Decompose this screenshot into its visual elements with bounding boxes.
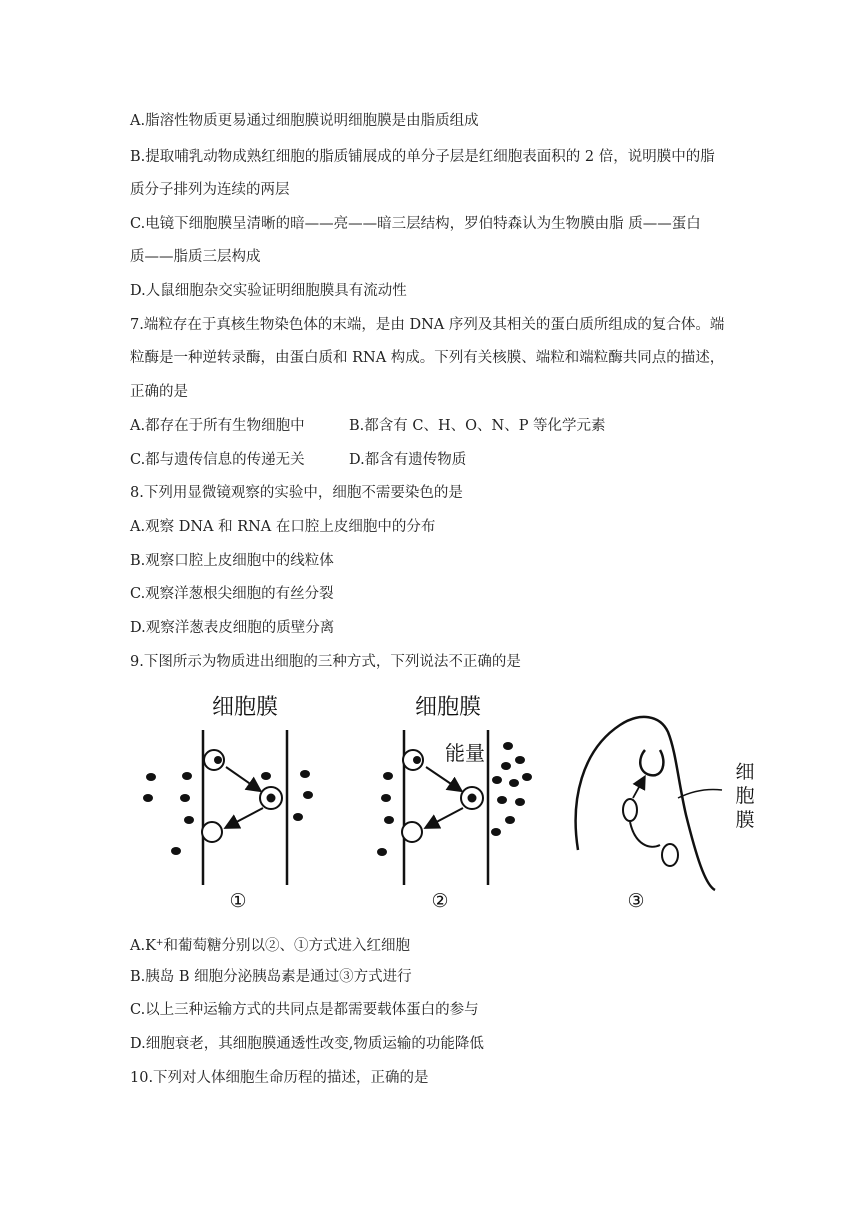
- panel-1-passive-carrier: [143, 695, 313, 912]
- panel-2-number: ②: [431, 890, 449, 912]
- panel-2-active-transport: [377, 695, 532, 912]
- q6-option-b-line2: 质分子排列为连续的两层: [130, 182, 290, 198]
- cell-membrane-curve: [576, 717, 715, 890]
- q7-option-a: A.都存在于所有生物细胞中: [130, 418, 305, 434]
- panel-3-exocytosis: [576, 717, 755, 912]
- q7-stem-line2: 粒酶是一种逆转录酶，由蛋白质和 RNA 构成。下列有关核膜、端粒和端粒酶共同点的描述，: [130, 350, 725, 366]
- q10-stem: 10.下列对人体细胞生命历程的描述，正确的是: [130, 1070, 429, 1086]
- q9-option-a: [130, 933, 410, 956]
- solute-dot: [267, 794, 276, 803]
- q9-option-d: D.细胞衰老，其细胞膜通透性改变,物质运输的功能降低: [130, 1036, 484, 1052]
- vesicle: [662, 844, 678, 866]
- carrier-protein: [202, 822, 222, 842]
- membrane-label-char-3: 膜: [735, 809, 755, 831]
- panel-1-title: 细胞膜: [211, 695, 279, 720]
- q6-option-c-line1: C.电镜下细胞膜呈清晰的暗——亮——暗三层结构，罗伯特森认为生物膜由脂 质——蛋白: [130, 216, 701, 232]
- q7-stem-line3: 正确的是: [130, 384, 188, 400]
- q9-option-b: B.胰岛 B 细胞分泌胰岛素是通过③方式进行: [130, 969, 412, 985]
- q8-option-b: B.观察口腔上皮细胞中的线粒体: [130, 553, 334, 569]
- q8-option-c: C.观察洋葱根尖细胞的有丝分裂: [130, 586, 334, 602]
- q7-option-d: D.都含有遗传物质: [349, 452, 467, 468]
- q9-stem: 9.下图所示为物质进出细胞的三种方式，下列说法不正确的是: [130, 654, 521, 670]
- carrier-protein: [402, 822, 422, 842]
- q8-stem: 8.下列用显微镜观察的实验中，细胞不需要染色的是: [130, 485, 463, 501]
- membrane-label-char-2: 胞: [735, 785, 755, 807]
- solute-dot: [468, 794, 477, 803]
- q7-option-c: C.都与遗传信息的传递无关: [130, 452, 305, 468]
- membrane-label-char-1: 细: [735, 761, 755, 783]
- label-leader-line: [678, 789, 722, 798]
- q7-option-b: B.都含有 C、H、O、N、P 等化学元素: [349, 418, 606, 434]
- q8-option-a: A.观察 DNA 和 RNA 在口腔上皮细胞中的分布: [130, 519, 436, 535]
- panel-3-number: ③: [627, 890, 645, 912]
- q9-option-a-prefix: A.K: [130, 938, 156, 954]
- arrow: [427, 808, 463, 827]
- membrane-transport-figure: [130, 680, 770, 915]
- arrow: [426, 767, 460, 790]
- energy-label: 能量: [445, 741, 485, 765]
- q9-option-c: C.以上三种运输方式的共同点是都需要载体蛋白的参与: [130, 1002, 479, 1018]
- q8-option-d: D.观察洋葱表皮细胞的质壁分离: [130, 620, 335, 636]
- q6-option-a: A.脂溶性物质更易通过细胞膜说明细胞膜是由脂质组成: [130, 113, 479, 129]
- q9-option-a-superscript: +: [155, 938, 164, 948]
- panel-2-title: 细胞膜: [414, 695, 482, 720]
- q6-option-d: D.人鼠细胞杂交实验证明细胞膜具有流动性: [130, 283, 407, 299]
- q9-option-a-suffix: 和葡萄糖分别以②、①方式进入红细胞: [163, 938, 410, 954]
- arrow: [633, 778, 644, 798]
- solute-dot: [413, 756, 421, 764]
- q7-stem-line1: 7.端粒存在于真核生物染色体的末端，是由 DNA 序列及其相关的蛋白质所组成的复合体。端: [130, 317, 725, 333]
- vesicle: [623, 799, 637, 821]
- budding-vesicle: [640, 750, 663, 775]
- q6-option-b-line1: B.提取哺乳动物成熟红细胞的脂质铺展成的单分子层是红细胞表面积的 2 倍，说明膜中的脂: [130, 149, 715, 165]
- arrow: [226, 767, 259, 790]
- arrow: [227, 808, 263, 827]
- solute-dot: [214, 756, 222, 764]
- q6-option-c-line2: 质——脂质三层构成: [130, 249, 261, 265]
- panel-1-number: ①: [229, 890, 247, 912]
- vesicle-path: [630, 822, 660, 847]
